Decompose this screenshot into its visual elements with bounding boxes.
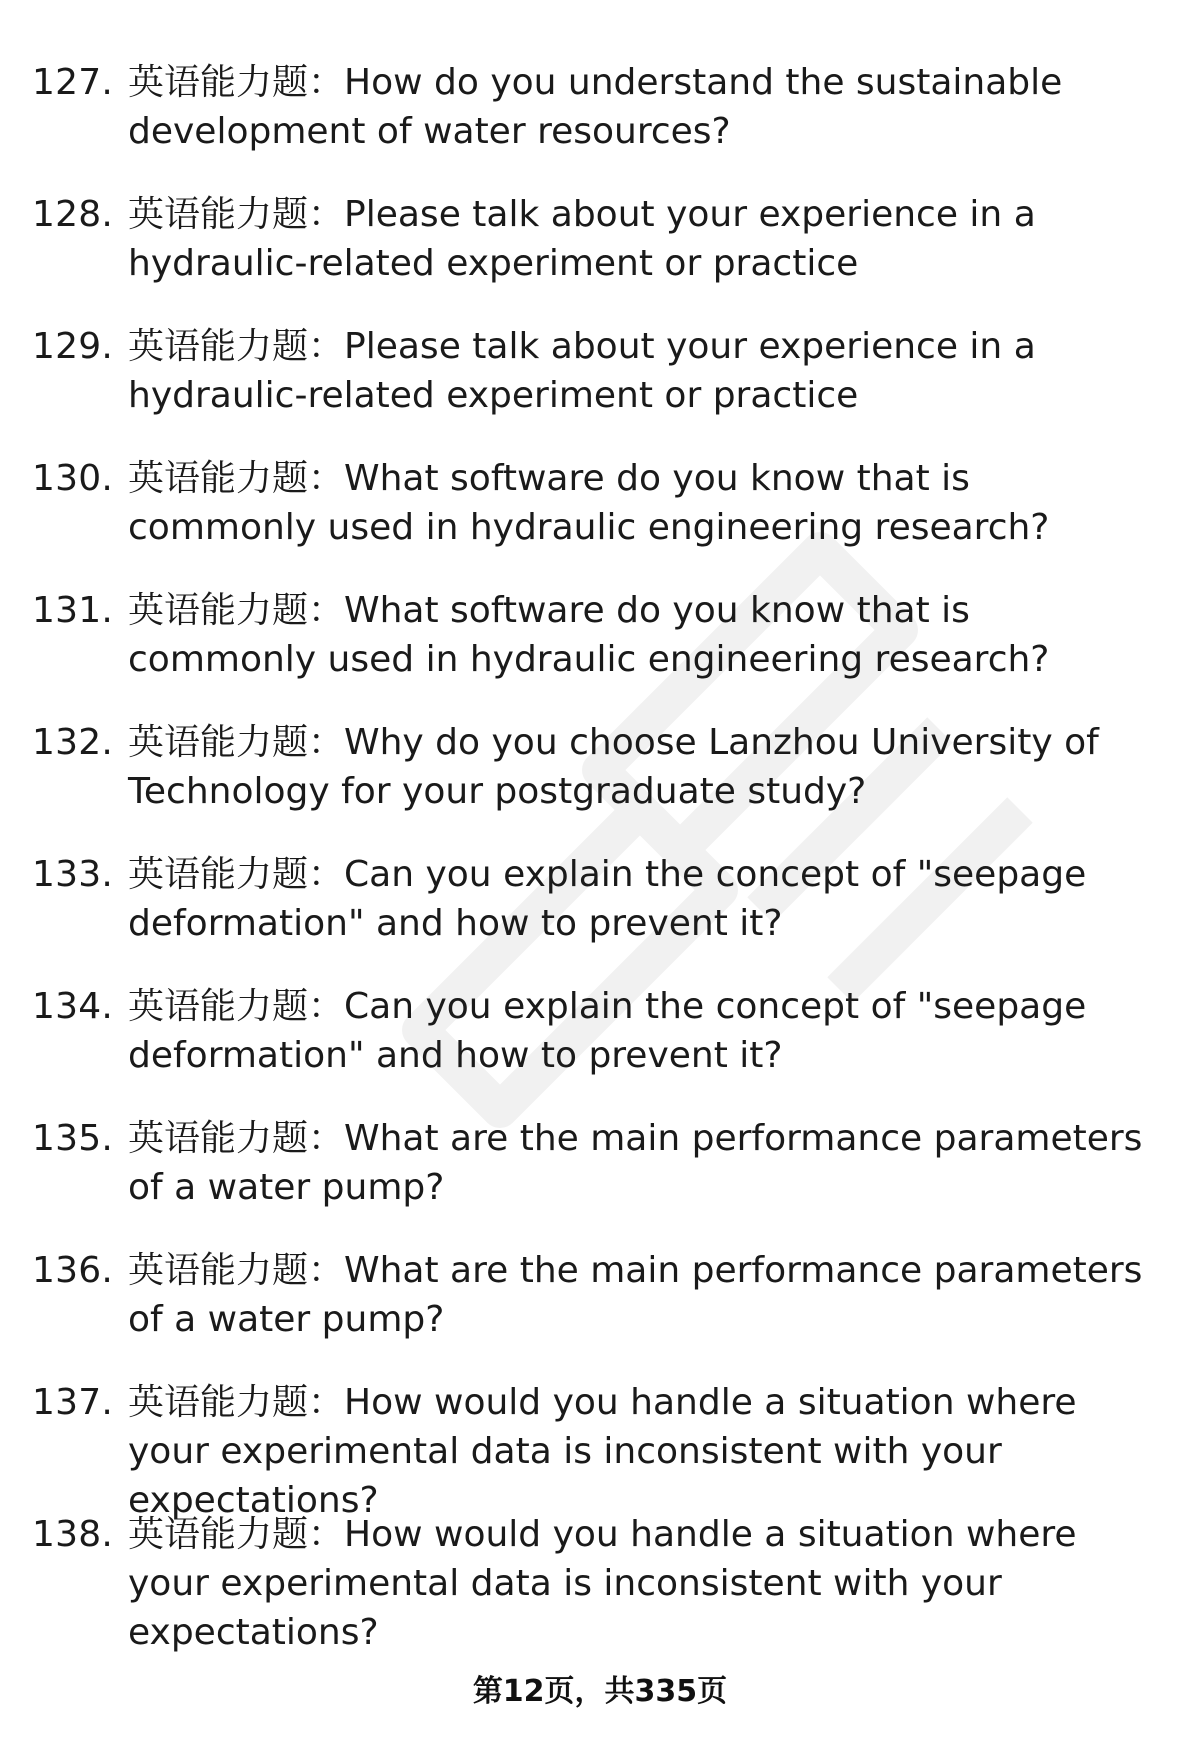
question-body: What software do you know that is commonly used in hydraulic engineering research? xyxy=(128,458,1050,548)
question-item xyxy=(0,1246,1200,1378)
question-body: Please talk about your experience in a hydraulic-related experiment or practice xyxy=(128,326,1036,416)
question-list xyxy=(0,58,1200,1653)
question-prefix: 英语能力题： xyxy=(128,194,345,235)
question-text xyxy=(128,322,1168,420)
question-text xyxy=(128,1510,1168,1657)
question-body: How do you understand the sustainable development of water resources? xyxy=(128,62,1063,152)
question-body: Please talk about your experience in a hydraulic-related experiment or practice xyxy=(128,194,1036,284)
question-number: 128. xyxy=(32,194,113,235)
question-text xyxy=(128,586,1168,684)
question-item xyxy=(0,1114,1200,1246)
question-body: How would you handle a situation where your experimental data is inconsistent with your expectations? xyxy=(128,1382,1077,1521)
question-number: 136. xyxy=(32,1250,113,1291)
question-body: Why do you choose Lanzhou University of Technology for your postgraduate study? xyxy=(128,722,1099,812)
question-prefix: 英语能力题： xyxy=(128,1382,345,1423)
question-prefix: 英语能力题： xyxy=(128,326,345,367)
question-item xyxy=(0,1378,1200,1521)
question-number: 132. xyxy=(32,722,113,763)
question-prefix: 英语能力题： xyxy=(128,458,345,499)
question-prefix: 英语能力题： xyxy=(128,62,345,103)
question-number: 129. xyxy=(32,326,113,367)
question-prefix: 英语能力题： xyxy=(128,1118,345,1159)
question-text xyxy=(128,718,1168,816)
question-body: Can you explain the concept of "seepage deformation" and how to prevent it? xyxy=(128,854,1087,944)
question-body: Can you explain the concept of "seepage deformation" and how to prevent it? xyxy=(128,986,1087,1076)
question-item xyxy=(0,982,1200,1114)
question-text xyxy=(128,454,1168,552)
question-prefix: 英语能力题： xyxy=(128,1250,345,1291)
question-number: 134. xyxy=(32,986,113,1027)
question-item xyxy=(0,1510,1200,1653)
question-body: What software do you know that is commonly used in hydraulic engineering research? xyxy=(128,590,1050,680)
question-item xyxy=(0,58,1200,190)
question-body: What are the main performance parameters of a water pump? xyxy=(128,1250,1143,1340)
question-item xyxy=(0,454,1200,586)
question-text xyxy=(128,190,1168,288)
question-number: 137. xyxy=(32,1382,113,1423)
question-prefix: 英语能力题： xyxy=(128,986,345,1027)
question-text xyxy=(128,1114,1168,1212)
question-number: 131. xyxy=(32,590,113,631)
question-item xyxy=(0,586,1200,718)
question-item xyxy=(0,850,1200,982)
question-prefix: 英语能力题： xyxy=(128,854,345,895)
question-item xyxy=(0,190,1200,322)
question-text xyxy=(128,850,1168,948)
question-body: How would you handle a situation where your experimental data is inconsistent with your expectations? xyxy=(128,1514,1077,1653)
question-number: 138. xyxy=(32,1514,113,1555)
question-number: 133. xyxy=(32,854,113,895)
question-item xyxy=(0,322,1200,454)
question-body: What are the main performance parameters of a water pump? xyxy=(128,1118,1143,1208)
question-text xyxy=(128,58,1168,156)
question-number: 127. xyxy=(32,62,113,103)
question-text xyxy=(128,1246,1168,1344)
question-item xyxy=(0,718,1200,850)
question-prefix: 英语能力题： xyxy=(128,1514,345,1555)
question-text xyxy=(128,982,1168,1080)
question-prefix: 英语能力题： xyxy=(128,590,345,631)
question-text xyxy=(128,1378,1168,1525)
page-footer: 第12页，共335页 xyxy=(472,1674,728,1709)
question-number: 135. xyxy=(32,1118,113,1159)
question-prefix: 英语能力题： xyxy=(128,722,345,763)
question-number: 130. xyxy=(32,458,113,499)
